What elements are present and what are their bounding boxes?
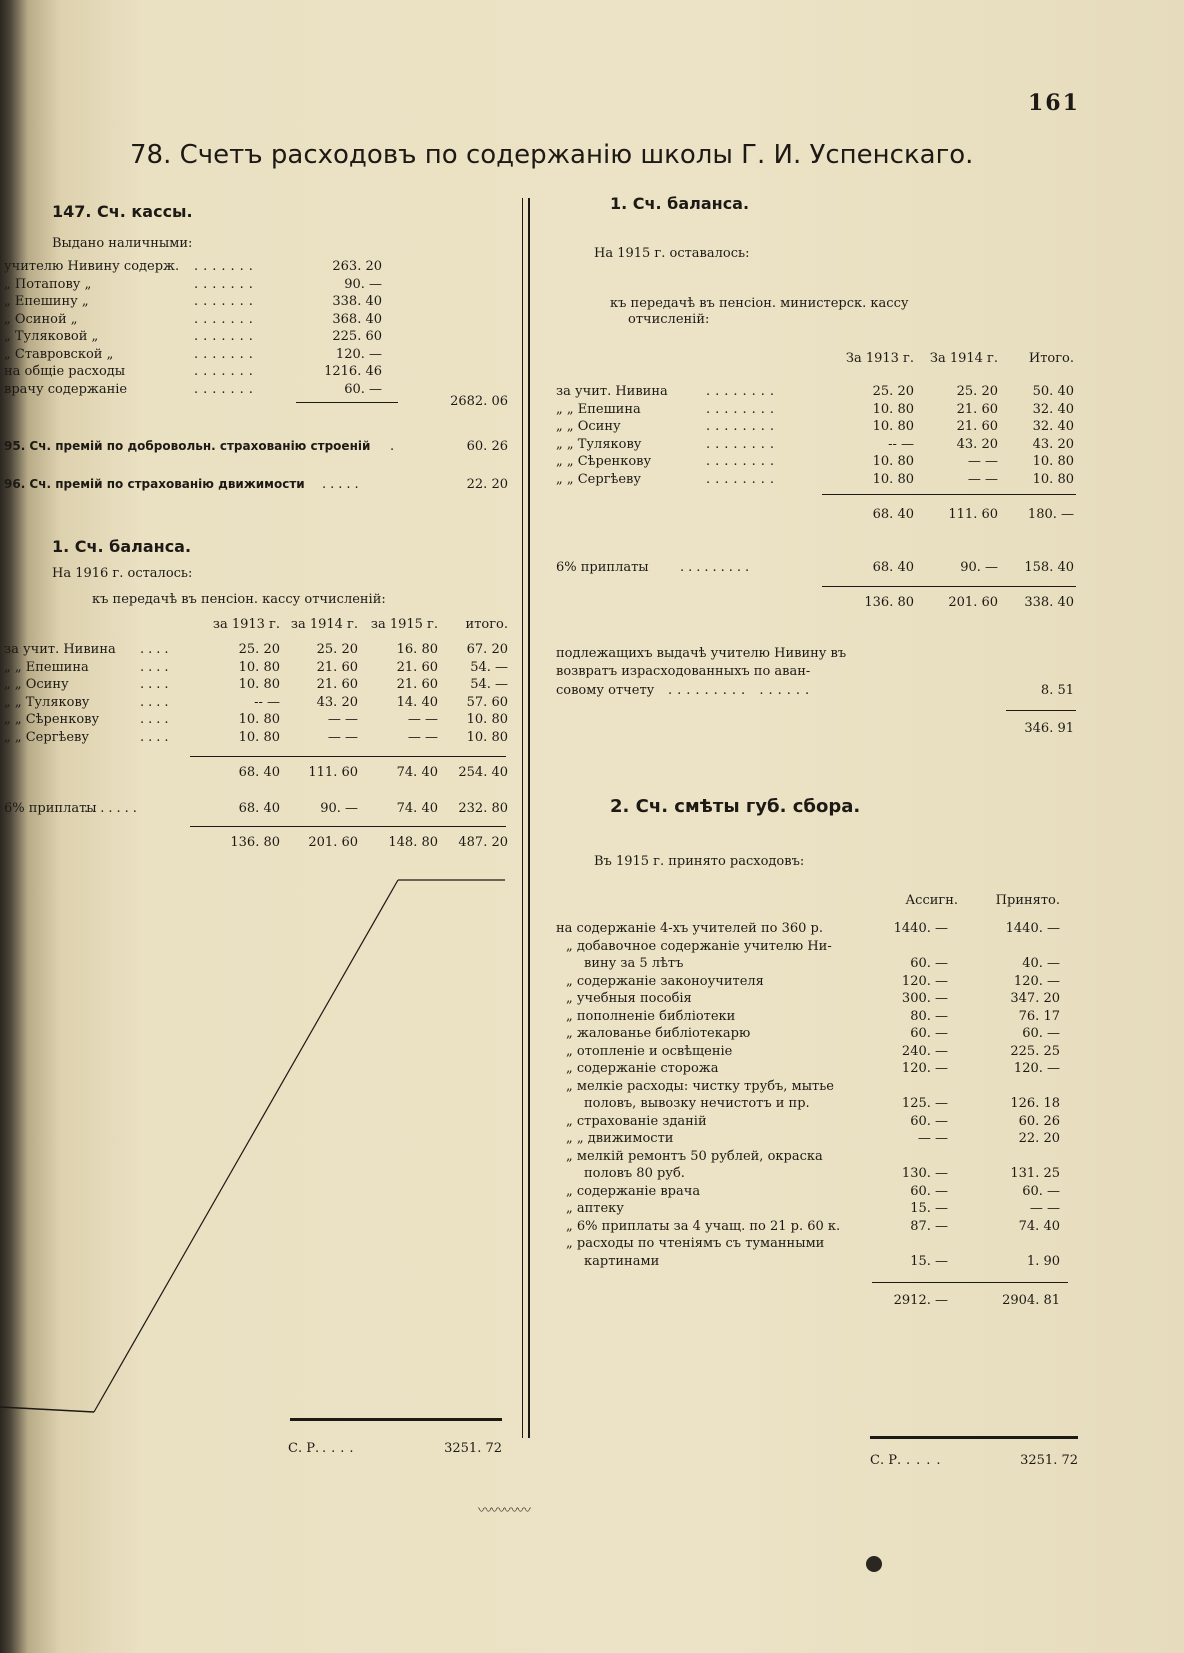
right-balance-surcharge-row: 6% приплаты ......... 68. 40 90. — 158. 40: [556, 560, 1074, 575]
row-accepted: 60. —: [1022, 1026, 1060, 1041]
row-value: — —: [967, 471, 998, 487]
smeta-col-assigned: Ассигн.: [905, 893, 958, 908]
row-label: половъ 80 руб.: [584, 1166, 685, 1181]
row-value: 25. 20: [238, 642, 280, 657]
row-label: „ „ Осину: [556, 419, 621, 434]
row-assigned: 15. —: [910, 1201, 948, 1216]
blank-space-strikeout: [0, 870, 510, 1440]
dot-leader: .......: [194, 381, 258, 397]
dot-leader: ....: [140, 642, 173, 657]
row-value: 16. 80: [396, 642, 438, 657]
kassa-row: [0, 311, 400, 328]
row-accepted: — —: [1029, 1201, 1060, 1216]
row-value: 10. 80: [872, 401, 914, 417]
premium-buildings-label: 95. Сч. премій по добровольн. страхованію строеній: [4, 439, 371, 453]
right-balance-transfer-1: къ передачѣ въ пенсіон. министерск. кассу: [610, 296, 909, 311]
left-balance-subtotal-row: [0, 764, 508, 781]
left-col-1914: за 1914 г.: [290, 617, 358, 632]
right-due-amount: 8. 51: [1040, 683, 1074, 698]
kassa-row-amount: 338. 40: [332, 294, 382, 309]
right-surcharge-label: 6% приплаты: [556, 560, 649, 575]
premium-movable-label: 96. Сч. премій по страхованію движимости: [4, 477, 305, 491]
row-value: 43. 20: [1032, 436, 1074, 452]
row-accepted: 131. 25: [1010, 1166, 1060, 1181]
table-row: [556, 973, 1060, 990]
left-subtotal-1915: 74. 40: [396, 765, 438, 780]
row-value: 21. 60: [316, 659, 358, 675]
row-assigned: 1440. —: [893, 921, 948, 936]
table-row: [0, 729, 508, 746]
row-accepted: 60. 26: [1018, 1113, 1060, 1129]
right-col-1914: За 1914 г.: [929, 351, 998, 366]
premium-buildings-amount: 60. 26: [466, 439, 508, 454]
left-balance-subheading: На 1916 г. осталось:: [52, 566, 193, 581]
left-surcharge-1915: 74. 40: [396, 801, 438, 816]
left-surcharge-1913: 68. 40: [238, 801, 280, 816]
row-label: „ жалованье библіотекарю: [566, 1026, 751, 1041]
left-total-1915: 148. 80: [388, 835, 438, 850]
row-value: 10. 80: [238, 729, 280, 745]
row-value: 54. —: [470, 677, 508, 692]
right-balance-total-row: [556, 594, 1074, 611]
left-grand-total: 3251. 72: [444, 1441, 502, 1456]
premium-movable-row: 96. Сч. премій по страхованію движимости ..... 22. 20: [4, 477, 508, 492]
row-assigned: 60. —: [910, 1026, 948, 1041]
table-row: [556, 1078, 1060, 1095]
right-grand-total-rule: [870, 1436, 1078, 1439]
row-label: „ расходы по чтеніямъ съ туманными: [566, 1236, 825, 1251]
table-row: [556, 1183, 1060, 1200]
left-balance-columns: [0, 616, 508, 633]
right-col-total: Итого.: [1028, 351, 1074, 366]
left-col-1915: за 1915 г.: [370, 617, 438, 632]
right-subtotal-total: 180. —: [1027, 507, 1074, 522]
left-surcharge-label: 6% приплаты: [4, 801, 97, 816]
row-label: „ „ Тулякову: [556, 436, 642, 452]
row-value: — —: [967, 454, 998, 469]
table-row: [556, 383, 1074, 400]
dot-leader: ........: [706, 384, 780, 399]
row-value: 10. 80: [1032, 471, 1074, 487]
row-value: 21. 60: [956, 419, 998, 434]
kassa-row-label: „ Осиной „: [4, 311, 78, 327]
right-grand-total-label: С. Р.: [870, 1453, 902, 1468]
right-balance-subheading: На 1915 г. оставалось:: [594, 246, 750, 261]
row-value: 14. 40: [396, 694, 438, 710]
dot-leader: ....: [140, 712, 173, 727]
left-subtotal-total: 254. 40: [458, 765, 508, 780]
table-row: [556, 1008, 1060, 1025]
kassa-row-label: на общіе расходы: [4, 364, 126, 379]
row-value: 25. 20: [872, 384, 914, 399]
row-label: „ „ Тулякову: [4, 694, 90, 710]
smeta-total-rule: [872, 1282, 1068, 1283]
kassa-row: [0, 346, 400, 363]
row-label: „ „ Сѣренкову: [556, 454, 652, 469]
column-divider-inner: [522, 198, 523, 1438]
table-row: [556, 1200, 1060, 1217]
dot-leader: .......: [194, 259, 258, 274]
left-grand-total-row: С. Р. .... 3251. 72: [288, 1441, 502, 1456]
table-row: [556, 471, 1074, 488]
kassa-row-label: „ Ставровской „: [4, 346, 114, 362]
right-balance-transfer-2: отчисленій:: [628, 312, 710, 327]
row-label: половъ, вывозку нечистотъ и пр.: [584, 1096, 810, 1111]
dot-leader: ....: [140, 659, 173, 675]
premium-buildings-row: 95. Сч. премій по добровольн. страхованію строеній . 60. 26: [4, 439, 508, 454]
dot-leader: ........: [706, 436, 780, 452]
left-subtotal-1913: 68. 40: [238, 765, 280, 780]
row-value: — —: [327, 729, 358, 745]
row-label: „ „ Сергѣеву: [556, 471, 642, 487]
row-label: вину за 5 лѣтъ: [584, 956, 684, 971]
row-value: 57. 60: [466, 694, 508, 710]
row-assigned: 60. —: [910, 956, 948, 971]
right-total-total: 338. 40: [1024, 595, 1074, 610]
kassa-row: [0, 258, 400, 275]
row-value: 21. 60: [316, 677, 358, 692]
table-row: [556, 418, 1074, 435]
smeta-total-assigned: 2912. —: [893, 1293, 948, 1308]
kassa-row-amount: 1216. 46: [324, 364, 382, 379]
left-col-total: итого.: [465, 617, 508, 632]
right-due-rule: [1006, 710, 1076, 711]
right-due-line-1: подлежащихъ выдачѣ учителю Нивину въ: [556, 646, 847, 661]
row-label: за учит. Нивина: [4, 642, 116, 657]
row-label: на содержаніе 4-хъ учителей по 360 р.: [556, 921, 823, 936]
table-row: [556, 1130, 1060, 1147]
row-value: 10. 80: [238, 677, 280, 692]
right-col-1913: За 1913 г.: [845, 351, 914, 366]
row-accepted: 40. —: [1022, 956, 1060, 971]
left-surcharge-total: 232. 80: [458, 801, 508, 816]
row-accepted: 74. 40: [1018, 1218, 1060, 1234]
left-balance-rule-2: [190, 826, 506, 827]
row-label: „ содержаніе врача: [566, 1183, 701, 1199]
row-value: 10. 80: [466, 729, 508, 745]
kassa-row: [0, 293, 400, 310]
smeta-heading: 2. Сч. смѣты губ. сбора.: [610, 796, 861, 817]
table-row: [556, 436, 1074, 453]
row-value: 10. 80: [1032, 454, 1074, 469]
row-assigned: 80. —: [910, 1008, 948, 1024]
row-value: 32. 40: [1032, 401, 1074, 417]
row-label: „ 6% приплаты за 4 учащ. по 21 р. 60 к.: [566, 1218, 841, 1234]
right-balance-heading: 1. Сч. баланса.: [610, 194, 750, 213]
row-accepted: 347. 20: [1010, 991, 1060, 1006]
right-due-line-3: совому отчету: [556, 683, 655, 698]
left-subtotal-1914: 111. 60: [308, 765, 358, 780]
row-value: 21. 60: [396, 659, 438, 675]
row-value: 67. 20: [466, 642, 508, 657]
table-row: [556, 1235, 1060, 1252]
left-balance-heading: 1. Сч. баланса.: [52, 537, 192, 556]
row-accepted: 76. 17: [1018, 1008, 1060, 1024]
dot-leader: ....: [140, 677, 173, 692]
kassa-row-amount: 90. —: [344, 276, 382, 292]
row-label: „ „ Епешина: [556, 401, 641, 417]
premium-movable-amount: 22. 20: [466, 477, 508, 492]
kassa-total: 2682. 06: [450, 394, 508, 409]
dot-leader: ....: [140, 694, 173, 710]
row-label: „ мелкіе расходы: чистку трубъ, мытье: [566, 1078, 834, 1094]
right-grand-total: 3251. 72: [1020, 1453, 1078, 1468]
row-assigned: 60. —: [910, 1183, 948, 1199]
page-title: 78. Счетъ расходовъ по содержанію школы Г. И. Успенскаго.: [130, 140, 974, 170]
dot-leader: .......: [194, 311, 258, 327]
row-value: -- —: [254, 694, 280, 710]
right-due-line-2: возвратъ израсходованныхъ по аван-: [556, 664, 811, 679]
row-label: „ добавочное содержаніе учителю Ни-: [566, 938, 832, 954]
table-row: [0, 694, 508, 711]
kassa-row: [0, 276, 400, 293]
row-assigned: 120. —: [901, 973, 948, 989]
right-balance-columns: [556, 350, 1074, 367]
table-row: [0, 641, 508, 658]
row-assigned: 120. —: [901, 1061, 948, 1076]
table-row: [556, 1113, 1060, 1130]
table-row: [556, 1148, 1060, 1165]
right-subtotal-1913: 68. 40: [872, 507, 914, 522]
table-row: [0, 676, 508, 693]
row-assigned: 60. —: [910, 1113, 948, 1129]
right-due-total-row: [556, 720, 1074, 737]
right-subtotal-1914: 111. 60: [948, 507, 998, 522]
dot-leader: ........: [706, 401, 780, 417]
row-value: 25. 20: [956, 384, 998, 399]
row-value: 25. 20: [316, 642, 358, 657]
row-accepted: 1. 90: [1026, 1253, 1060, 1269]
row-value: 43. 20: [316, 694, 358, 710]
left-total-total: 487. 20: [458, 835, 508, 850]
kassa-issued-label: Выдано наличными:: [52, 236, 193, 251]
table-row: [556, 920, 1060, 937]
table-row: [556, 938, 1060, 955]
row-value: — —: [407, 712, 438, 727]
right-surcharge-total: 158. 40: [1024, 560, 1074, 575]
row-label: „ аптеку: [566, 1201, 624, 1216]
row-value: -- —: [888, 436, 914, 452]
kassa-row-amount: 263. 20: [332, 259, 382, 274]
kassa-row: [0, 328, 400, 345]
dot-leader: ........: [706, 454, 780, 469]
row-value: 10. 80: [466, 712, 508, 727]
right-balance-subtotal-row: [556, 506, 1074, 523]
kassa-heading: 147. Сч. кассы.: [52, 202, 193, 221]
right-surcharge-1913: 68. 40: [872, 560, 914, 575]
row-label: „ учебныя пособія: [566, 991, 692, 1006]
left-balance-surcharge-row: 6% приплаты ....... 68. 40 90. — 74. 40 232. 80: [4, 801, 508, 816]
smeta-total-row: [556, 1292, 1060, 1309]
row-label: за учит. Нивина: [556, 384, 668, 399]
column-divider: [528, 198, 530, 1438]
kassa-row-label: учителю Нивину содерж.: [4, 259, 180, 274]
left-total-1914: 201. 60: [308, 835, 358, 850]
row-label: „ отопленіе и освѣщеніе: [566, 1043, 733, 1059]
row-label: „ „ движимости: [566, 1131, 674, 1146]
smeta-total-accepted: 2904. 81: [1002, 1293, 1060, 1308]
row-accepted: 120. —: [1013, 973, 1060, 989]
row-label: „ пополненіе библіотеки: [566, 1008, 736, 1024]
row-label: картинами: [584, 1253, 660, 1269]
row-value: 10. 80: [872, 454, 914, 469]
row-label: „ „ Сергѣеву: [4, 729, 90, 745]
right-total-1913: 136. 80: [864, 595, 914, 610]
right-balance-rule-1: [822, 494, 1076, 495]
smeta-subheading: Въ 1915 г. принято расходовъ:: [594, 854, 805, 869]
left-col-1913: за 1913 г.: [212, 617, 280, 632]
dot-leader: ........: [706, 419, 780, 434]
row-assigned: 87. —: [910, 1218, 948, 1234]
kassa-row-label: врачу содержаніе: [4, 381, 128, 397]
row-value: 32. 40: [1032, 419, 1074, 434]
dot-leader: .......: [194, 346, 258, 362]
row-label: „ содержаніе сторожа: [566, 1061, 719, 1076]
row-value: 10. 80: [872, 471, 914, 487]
table-row: [556, 1095, 1060, 1112]
kassa-row-label: „ Туляковой „: [4, 329, 99, 344]
right-due-row: совому отчету ......... ...... 8. 51: [556, 683, 1074, 698]
dot-leader: .......: [194, 294, 258, 309]
kassa-row: [0, 363, 400, 380]
row-assigned: 130. —: [901, 1166, 948, 1181]
left-grand-total-rule: [290, 1418, 502, 1421]
left-grand-total-label: С. Р.: [288, 1441, 320, 1456]
table-row: [556, 453, 1074, 470]
row-accepted: 60. —: [1022, 1183, 1060, 1199]
right-balance-rule-2: [822, 586, 1076, 587]
row-label: „ мелкій ремонтъ 50 рублей, окраска: [566, 1148, 823, 1164]
dot-leader: .......: [194, 364, 258, 379]
smeta-col-accepted: Принято.: [995, 893, 1060, 908]
row-label: „ „ Сѣренкову: [4, 712, 100, 727]
row-value: — —: [407, 729, 438, 745]
dot-leader: ........: [706, 471, 780, 487]
table-row: [0, 711, 508, 728]
table-row: [556, 1218, 1060, 1235]
row-value: 10. 80: [872, 419, 914, 434]
row-value: 50. 40: [1032, 384, 1074, 399]
kassa-row-amount: 60. —: [344, 381, 382, 397]
row-assigned: — —: [917, 1131, 948, 1146]
kassa-total-row: [0, 393, 508, 410]
kassa-row-amount: 225. 60: [332, 329, 382, 344]
row-value: 21. 60: [956, 401, 998, 417]
kassa-row-label: „ Епешину „: [4, 294, 89, 309]
table-row: [556, 1025, 1060, 1042]
left-surcharge-1914: 90. —: [320, 801, 358, 816]
kassa-row-amount: 120. —: [335, 346, 382, 362]
row-value: 10. 80: [238, 659, 280, 675]
right-grand-total-row: С. Р. .... 3251. 72: [870, 1453, 1078, 1468]
row-label: „ содержаніе законоучителя: [566, 973, 764, 989]
table-row: [556, 1165, 1060, 1182]
page-number: 161: [1028, 90, 1080, 116]
left-balance-transfer: къ передачѣ въ пенсіон. кассу отчисленій:: [92, 592, 386, 607]
row-accepted: 22. 20: [1018, 1131, 1060, 1146]
row-value: 10. 80: [238, 712, 280, 727]
right-total-1914: 201. 60: [948, 595, 998, 610]
row-label: „ страхованіе зданій: [566, 1113, 707, 1129]
right-surcharge-1914: 90. —: [960, 560, 998, 575]
table-row: [0, 659, 508, 676]
row-value: 43. 20: [956, 436, 998, 452]
table-row: [556, 1060, 1060, 1077]
kassa-row-amount: 368. 40: [332, 311, 382, 327]
row-assigned: 15. —: [910, 1253, 948, 1269]
table-row: [556, 955, 1060, 972]
left-total-1913: 136. 80: [230, 835, 280, 850]
row-label: „ „ Осину: [4, 677, 69, 692]
row-value: 21. 60: [396, 677, 438, 692]
table-row: [556, 1253, 1060, 1270]
row-accepted: 225. 25: [1010, 1043, 1060, 1059]
row-assigned: 125. —: [901, 1096, 948, 1111]
left-balance-rule-1: [190, 756, 506, 757]
table-row: [556, 990, 1060, 1007]
row-accepted: 120. —: [1013, 1061, 1060, 1076]
dot-leader: .......: [194, 329, 258, 344]
row-accepted: 1440. —: [1005, 921, 1060, 936]
dot-leader: ....: [140, 729, 173, 745]
row-assigned: 240. —: [901, 1043, 948, 1059]
row-value: 54. —: [470, 659, 508, 675]
right-due-total: 346. 91: [1024, 721, 1074, 736]
left-balance-total-row: [0, 834, 508, 851]
kassa-row-label: „ Потапову „: [4, 276, 92, 292]
table-row: [556, 401, 1074, 418]
row-label: „ „ Епешина: [4, 659, 89, 675]
dot-leader: .......: [194, 276, 258, 292]
row-assigned: 300. —: [901, 991, 948, 1006]
row-accepted: 126. 18: [1010, 1096, 1060, 1111]
table-row: [556, 1043, 1060, 1060]
footer-ornament: 〰〰〰〰: [478, 1503, 530, 1519]
ink-blot: [866, 1556, 882, 1572]
row-value: — —: [327, 712, 358, 727]
smeta-columns: [556, 892, 1060, 909]
